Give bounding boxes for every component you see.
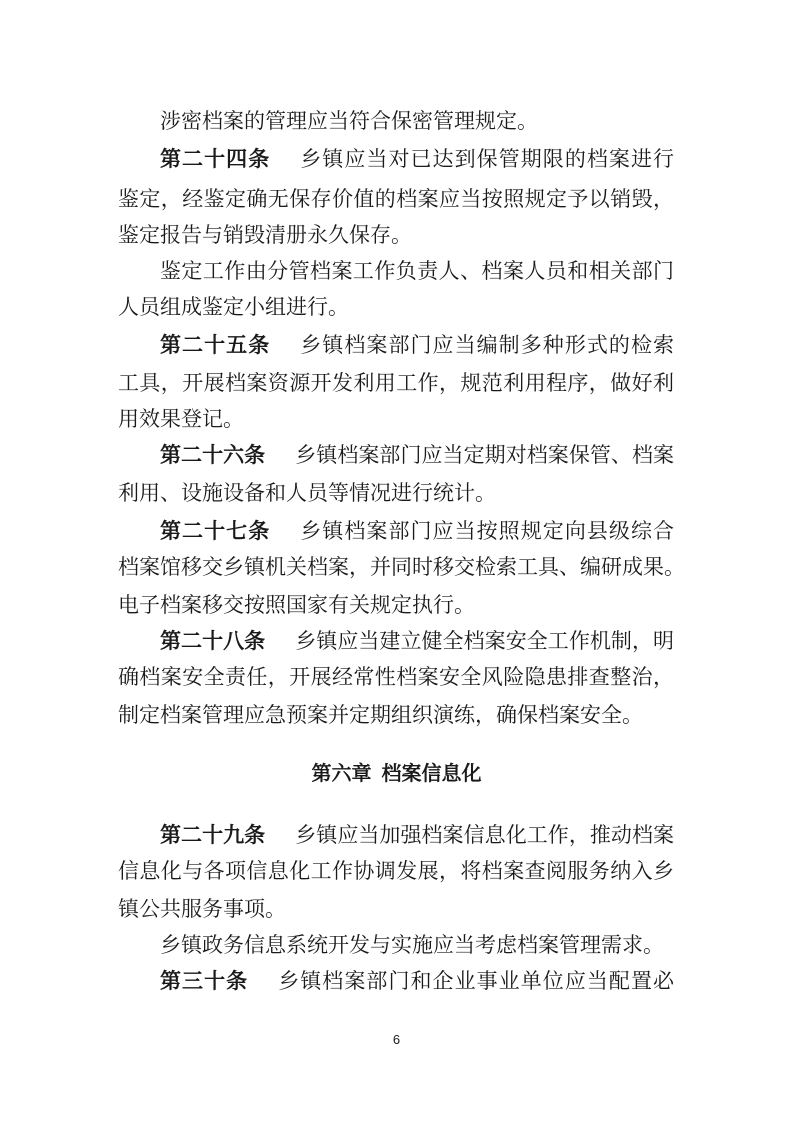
paragraph-line: 用效果登记。 bbox=[118, 407, 244, 431]
article-number: 第二十六条 bbox=[160, 443, 266, 467]
chapter-number: 第六章 bbox=[311, 761, 372, 785]
paragraph-line: 涉密档案的管理应当符合保密管理规定。 bbox=[160, 109, 538, 133]
article-number: 第二十八条 bbox=[160, 629, 266, 653]
paragraph-line: 镇公共服务事项。 bbox=[118, 897, 286, 921]
article-number: 第二十九条 bbox=[160, 823, 266, 847]
paragraph-line: 乡镇政务信息系统开发与实施应当考虑档案管理需求。 bbox=[160, 933, 664, 957]
paragraph-line: 工具，开展档案资源开发利用工作，规范利用程序，做好利 bbox=[118, 371, 674, 395]
paragraph-line bbox=[160, 144, 674, 174]
page-number: 6 bbox=[392, 1032, 401, 1047]
paragraph-line: 制定档案管理应急预案并定期组织演练，确保档案安全。 bbox=[118, 703, 643, 727]
article-text: 乡镇应当对已达到保管期限的档案进行 bbox=[300, 147, 675, 171]
article-number: 第三十条 bbox=[160, 969, 249, 993]
paragraph-line: 档案馆移交乡镇机关档案，并同时移交检索工具、编研成果。 bbox=[118, 555, 685, 579]
paragraph-line bbox=[160, 626, 674, 656]
chapter-title: 档案信息化 bbox=[381, 761, 482, 785]
paragraph-line: 利用、设施设备和人员等情况进行统计。 bbox=[118, 481, 496, 505]
paragraph-line: 电子档案移交按照国家有关规定执行。 bbox=[118, 593, 475, 617]
paragraph-line: 鉴定报告与销毁清册永久保存。 bbox=[118, 223, 412, 247]
paragraph-line bbox=[160, 820, 674, 850]
chapter-heading bbox=[0, 758, 793, 788]
article-number: 第二十七条 bbox=[160, 519, 271, 543]
paragraph-line: 鉴定工作由分管档案工作负责人、档案人员和相关部门 bbox=[160, 259, 674, 283]
paragraph-line bbox=[160, 966, 674, 996]
article-number: 第二十五条 bbox=[160, 333, 271, 357]
article-text: 乡镇档案部门应当按照规定向县级综合 bbox=[300, 519, 675, 543]
paragraph-line bbox=[160, 440, 674, 470]
article-text: 乡镇档案部门和企业事业单位应当配置必 bbox=[278, 969, 675, 993]
paragraph-line: 信息化与各项信息化工作协调发展，将档案查阅服务纳入乡 bbox=[118, 859, 674, 883]
article-text: 乡镇档案部门应当定期对档案保管、档案 bbox=[295, 443, 675, 467]
article-text: 乡镇应当建立健全档案安全工作机制，明 bbox=[295, 629, 675, 653]
paragraph-line: 鉴定，经鉴定确无保存价值的档案应当按照规定予以销毁， bbox=[118, 187, 674, 211]
article-text: 乡镇档案部门应当编制多种形式的检索 bbox=[300, 333, 675, 357]
paragraph-line bbox=[160, 330, 674, 360]
paragraph-line: 人员组成鉴定小组进行。 bbox=[118, 295, 349, 319]
paragraph-line: 确档案安全责任，开展经常性档案安全风险隐患排查整治， bbox=[118, 665, 674, 689]
paragraph-line bbox=[160, 516, 674, 546]
article-number: 第二十四条 bbox=[160, 147, 271, 171]
article-text: 乡镇应当加强档案信息化工作，推动档案 bbox=[295, 823, 675, 847]
